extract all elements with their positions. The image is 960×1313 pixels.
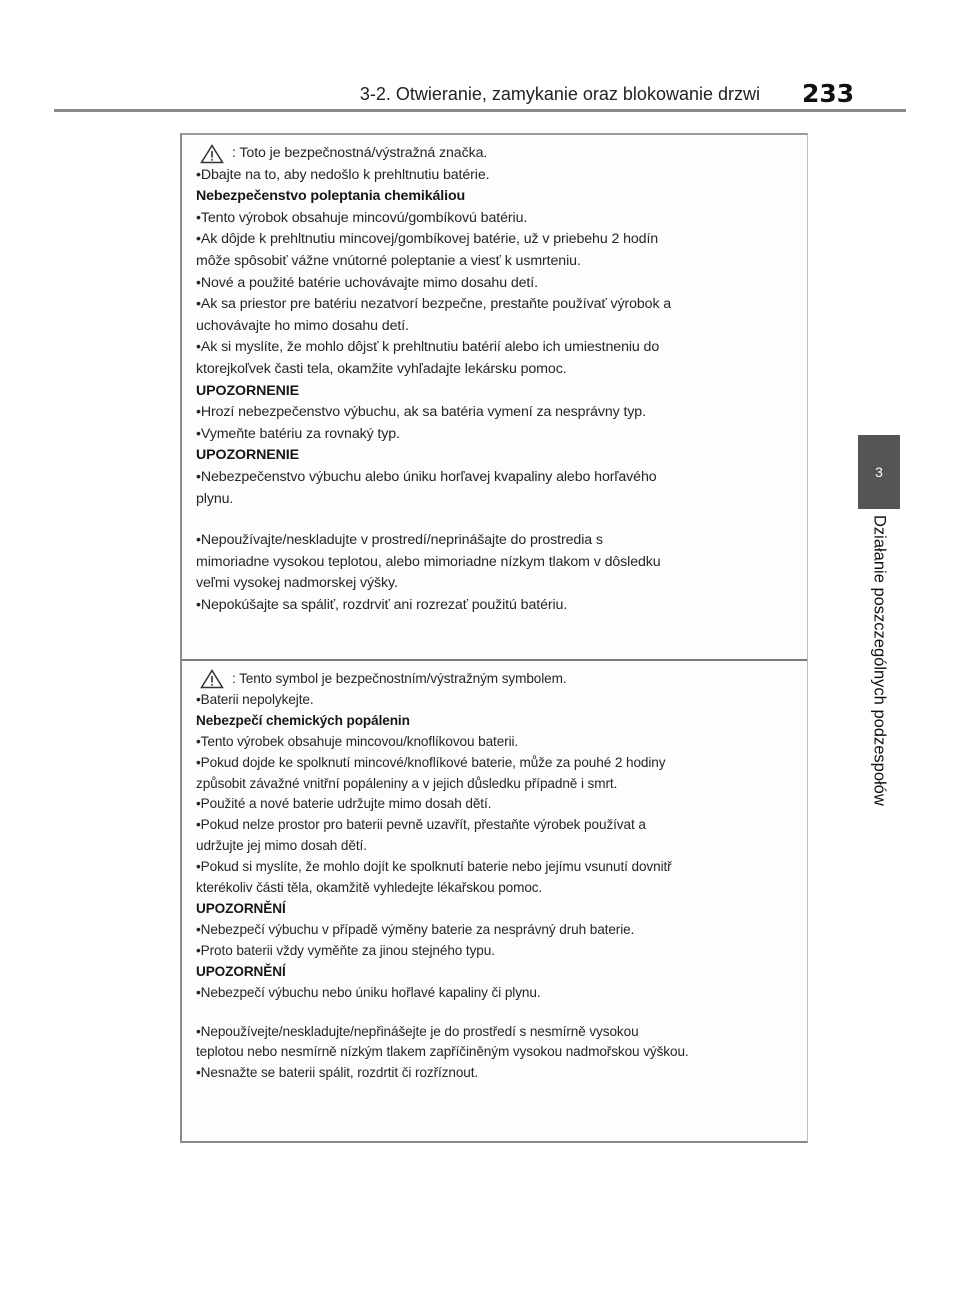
chapter-title: Działanie poszczególnych podzespołów: [870, 515, 889, 806]
heading: UPOZORNENIE: [196, 382, 299, 399]
slovak-warning-panel: [182, 135, 807, 661]
text-line: •Vymeňte batériu za rovnaký typ.: [196, 425, 400, 442]
text-line: •Tento výrobek obsahuje mincovou/knoflíkovou baterii.: [196, 733, 519, 749]
text-line: •Nepoužívejte/neskladujte/nepřinášejte je do prostředí s nesmírně vysokou: [196, 1023, 639, 1039]
warning-triangle-icon: [200, 144, 224, 164]
chapter-number: 3: [875, 464, 883, 480]
text-line: •Baterii nepolykejte.: [196, 691, 314, 707]
czech-warning-panel: [182, 661, 807, 1143]
text-line: •Nebezpečí výbuchu v případě výměny baterie za nesprávný druh baterie.: [196, 921, 635, 937]
chapter-tab[interactable]: [858, 435, 900, 509]
text-line: způsobit závažné vnitřní popáleniny a v jejich důsledku případně i smrt.: [196, 775, 618, 791]
warning-triangle-icon: [200, 669, 224, 689]
chapter-title-vertical: [857, 515, 901, 860]
text-line: •Ak si myslíte, že mohlo dôjsť k prehltnutiu batérií alebo ich umiestneniu do: [196, 339, 660, 356]
text-line: mimoriadne vysokou teplotou, alebo mimoriadne nízkym tlakom v dôsledku: [196, 553, 661, 570]
heading: Nebezpečí chemických popálenin: [196, 712, 410, 728]
text-line: •Nebezpečí výbuchu nebo úniku hořlavé kapaliny či plynu.: [196, 984, 541, 1000]
text-line: •Použité a nové baterie udržujte mimo dosah dětí.: [196, 796, 492, 812]
czech-symbol-note: : Tento symbol je bezpečnostním/výstražným symbolem.: [232, 671, 567, 686]
header-divider: [54, 109, 906, 112]
text-line: ktorejkoľvek časti tela, okamžite vyhľadajte lekársku pomoc.: [196, 360, 567, 377]
text-line: •Nesnažte se baterii spálit, rozdrtit či rozříznout.: [196, 1065, 479, 1081]
text-line: •Dbajte na to, aby nedošlo k prehltnutiu batérie.: [196, 166, 490, 183]
heading: UPOZORNĚNÍ: [196, 963, 286, 979]
text-line: môže spôsobiť vážne vnútorné poleptanie a viesť k usmrteniu.: [196, 252, 581, 269]
text-line: •Pokud nelze prostor pro baterii pevně uzavřít, přestaňte výrobek používat a: [196, 817, 646, 833]
slovak-symbol-note-line: [196, 143, 795, 165]
czech-symbol-note-line: [196, 669, 795, 690]
text-line: •Proto baterii vždy vyměňte za jinou stejného typu.: [196, 942, 495, 958]
text-line: •Nové a použité batérie uchovávajte mimo dosahu detí.: [196, 274, 538, 291]
text-line: uchovávajte ho mimo dosahu detí.: [196, 317, 409, 334]
text-line: •Ak sa priestor pre batériu nezatvorí bezpečne, prestaňte používať výrobok a: [196, 296, 672, 313]
page-header: [0, 0, 960, 112]
slovak-symbol-note: : Toto je bezpečnostná/výstražná značka.: [232, 145, 488, 161]
text-line: •Pokud si myslíte, že mohlo dojít ke spolknutí baterie nebo jejímu vsunutí dovnitř: [196, 859, 672, 875]
section-title: 3-2. Otwieranie, zamykanie oraz blokowanie drzwi: [359, 84, 760, 104]
text-line: •Tento výrobok obsahuje mincovú/gombíkovú batériu.: [196, 209, 528, 226]
text-line: •Hrozí nebezpečenstvo výbuchu, ak sa batéria vymení za nesprávny typ.: [196, 404, 646, 421]
scanned-warning-insert: [180, 133, 808, 1143]
text-line: plynu.: [196, 490, 234, 507]
text-line: veľmi vysokej nadmorskej výšky.: [196, 575, 398, 592]
text-line: •Pokud dojde ke spolknutí mincové/knoflíkové baterie, může za pouhé 2 hodiny: [196, 754, 666, 770]
heading: UPOZORNĚNÍ: [196, 900, 286, 916]
text-line: teplotou nebo nesmírně nízkým tlakem zapříčiněným vysokou nadmořskou výškou.: [196, 1044, 689, 1060]
heading: Nebezpečenstvo poleptania chemikáliou: [196, 188, 466, 205]
text-line: •Nepoužívajte/neskladujte v prostredí/neprinášajte do prostredia s: [196, 532, 603, 549]
text-line: •Ak dôjde k prehltnutiu mincovej/gombíkovej batérie, už v priebehu 2 hodín: [196, 231, 659, 248]
text-line: •Nepokúšajte sa spáliť, rozdrviť ani rozrezať použitú batériu.: [196, 596, 568, 613]
text-line: kterékoliv části těla, okamžitě vyhledejte lékařskou pomoc.: [196, 880, 543, 896]
page-number: 233: [802, 79, 855, 108]
text-line: udržujte jej mimo dosah dětí.: [196, 838, 367, 854]
heading: UPOZORNENIE: [196, 447, 299, 464]
text-line: •Nebezpečenstvo výbuchu alebo úniku horľavej kvapaliny alebo horľavého: [196, 468, 657, 485]
